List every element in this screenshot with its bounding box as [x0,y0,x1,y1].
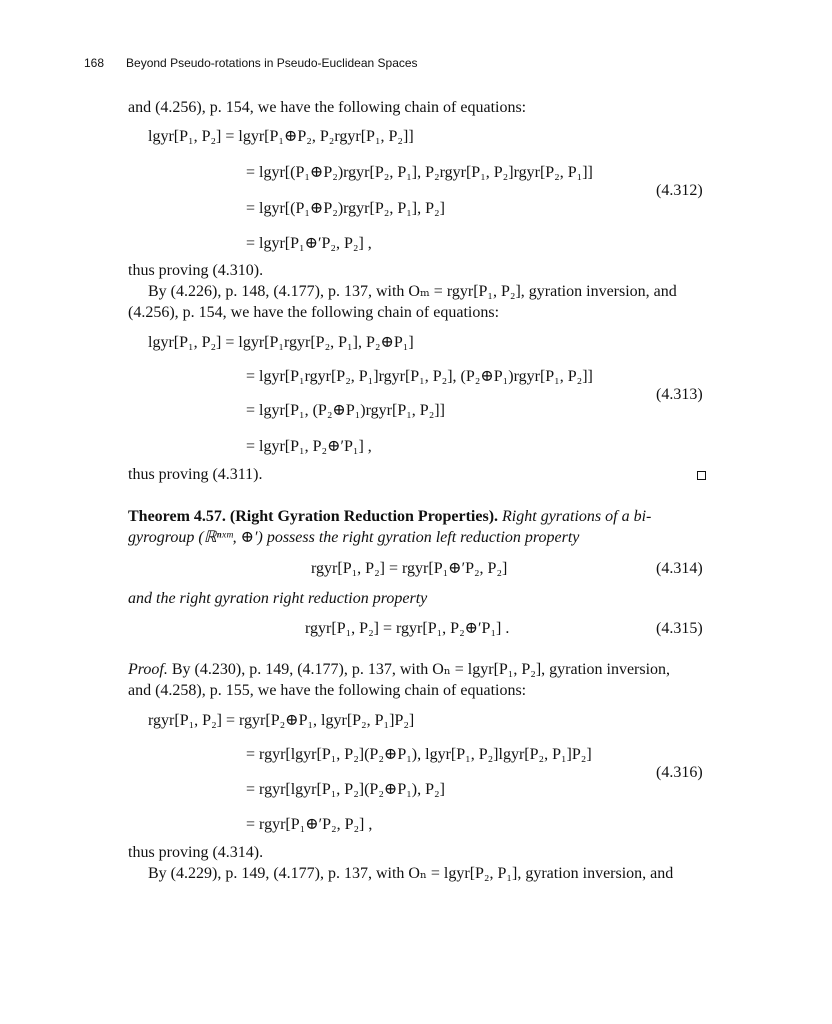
eq-number-4316: (4.316) [656,764,703,781]
proof-last: By (4.229), p. 149, (4.177), p. 137, with Oₙ = lgyr[P₂, P₁], gyration inversion, and [148,865,674,882]
eq-4316-line1: rgyr[P₁, P₂] = rgyr[P₂⊕P₁, lgyr[P₂, P₁]P₂] [148,712,415,729]
theorem-middle: and the right gyration right reduction property [128,590,428,607]
eq-4313-line2: = lgyr[P₁rgyr[P₂, P₁]rgyr[P₁, P₂], (P₂⊕P₁)rgyr[P₁, P₂]] [246,368,593,385]
block1-intro: and (4.256), p. 154, we have the following chain of equations: [128,99,527,116]
page-number: 168 [84,56,105,70]
theorem-statement-1: Right gyrations of a bi- [502,508,652,525]
eq-4312-line4: = lgyr[P₁⊕′P₂, P₂] , [246,235,372,252]
eq-4316-line2: = rgyr[lgyr[P₁, P₂](P₂⊕P₁), lgyr[P₁, P₂]lgyr[P₂, P₁]P₂] [246,746,592,763]
eq-4315: rgyr[P₁, P₂] = rgyr[P₁, P₂⊕′P₁] . [305,620,510,637]
proof-label: Proof. [128,661,168,678]
block2-intro-line2: (4.256), p. 154, we have the following chain of equations: [128,304,500,321]
theorem-statement-2: gyrogroup (ℝⁿˣᵐ, ⊕′) possess the right gyration left reduction property [128,529,580,546]
theorem-head: Theorem 4.57. (Right Gyration Reduction Properties). [128,508,499,525]
eq-number-4312: (4.312) [656,182,703,199]
block1-after: thus proving (4.310). [128,262,264,279]
theorem-line1 [128,507,651,527]
block2-after: thus proving (4.311). [128,466,263,483]
eq-4312-line1: lgyr[P₁, P₂] = lgyr[P₁⊕P₂, P₂rgyr[P₁, P₂]] [148,128,414,145]
eq-number-4313: (4.313) [656,386,703,403]
eq-4316-line3: = rgyr[lgyr[P₁, P₂](P₂⊕P₁), P₂] [246,781,445,798]
proof-after: thus proving (4.314). [128,844,264,861]
block2-intro-line1: By (4.226), p. 148, (4.177), p. 137, with Oₘ = rgyr[P₁, P₂], gyration inversion, and [148,283,677,300]
eq-number-4315: (4.315) [656,620,703,637]
eq-4314: rgyr[P₁, P₂] = rgyr[P₁⊕′P₂, P₂] [311,560,508,577]
eq-4316-line4: = rgyr[P₁⊕′P₂, P₂] , [246,816,373,833]
qed-square [697,471,706,480]
running-title: Beyond Pseudo-rotations in Pseudo-Euclidean Spaces [126,56,418,70]
running-header [84,56,418,70]
proof-line2: and (4.258), p. 155, we have the following chain of equations: [128,682,527,699]
eq-4313-line3: = lgyr[P₁, (P₂⊕P₁)rgyr[P₁, P₂]] [246,402,445,419]
eq-4313-line4: = lgyr[P₁, P₂⊕′P₁] , [246,438,372,455]
proof-text-1: By (4.230), p. 149, (4.177), p. 137, with Oₙ = lgyr[P₁, P₂], gyration inversion, [167,661,671,678]
eq-4312-line3: = lgyr[(P₁⊕P₂)rgyr[P₂, P₁], P₂] [246,200,445,217]
eq-number-4314: (4.314) [656,560,703,577]
eq-4313-line1: lgyr[P₁, P₂] = lgyr[P₁rgyr[P₂, P₁], P₂⊕P₁] [148,334,414,351]
eq-4312-line2: = lgyr[(P₁⊕P₂)rgyr[P₂, P₁], P₂rgyr[P₁, P₂]rgyr[P₂, P₁]] [246,164,593,181]
proof-line1 [128,660,670,680]
